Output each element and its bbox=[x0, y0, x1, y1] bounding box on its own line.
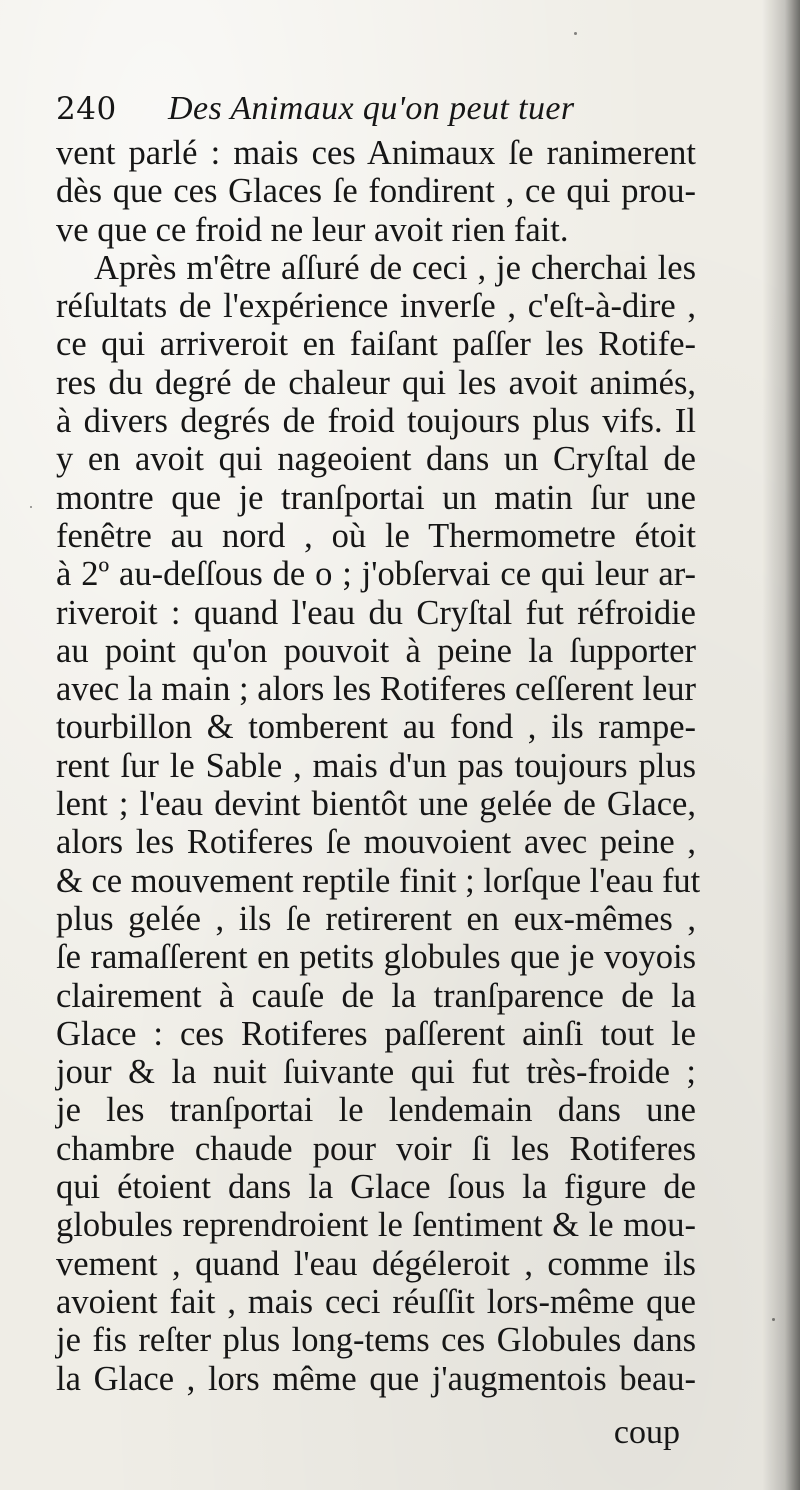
text-line: y en avoit qui nageoient dans un Cryſtal de bbox=[56, 440, 696, 479]
page-header bbox=[56, 90, 696, 132]
text-line: res du degré de chaleur qui les avoit animés, bbox=[56, 363, 696, 402]
body-text bbox=[56, 134, 701, 1398]
text-line: Après m'être aſſuré de ceci , je cherchai les bbox=[94, 248, 696, 287]
text-line: dès que ces Glaces ſe fondirent , ce qui prou- bbox=[56, 172, 696, 211]
text-line: plus gelée , ils ſe retirerent en eux-mêmes , bbox=[56, 899, 696, 938]
text-line: tourbillon & tomberent au fond , ils rampe- bbox=[56, 708, 696, 747]
text-line: la Glace , lors même que j'augmentois beau- bbox=[56, 1359, 696, 1398]
text-line: ſe ramaſſerent en petits globules que je voyois bbox=[56, 938, 696, 977]
ink-speck bbox=[772, 1318, 775, 1321]
text-line: réſultats de l'expérience inverſe , c'eſt-à-dire , bbox=[56, 287, 696, 326]
catchword: coup bbox=[613, 1414, 680, 1451]
text-line: Glace : ces Rotiferes paſſerent ainſi tout le bbox=[56, 1014, 696, 1053]
text-line: clairement à cauſe de la tranſparence de la bbox=[56, 976, 696, 1015]
text-line: ce qui arriveroit en faiſant paſſer les Rotife- bbox=[56, 325, 696, 364]
text-line: ve que ce froid ne leur avoit rien fait. bbox=[56, 210, 569, 249]
text-line: je fis reſter plus long-tems ces Globules dans bbox=[56, 1321, 696, 1360]
text-line: lent ; l'eau devint bientôt une gelée de Glace, bbox=[56, 785, 696, 824]
text-line: riveroit : quand l'eau du Cryſtal fut réfroidie bbox=[56, 593, 696, 632]
text-line: avec la main ; alors les Rotiferes ceſſerent leur bbox=[56, 670, 696, 709]
ink-speck bbox=[30, 506, 32, 508]
text-line: montre que je tranſportai un matin ſur une bbox=[56, 478, 696, 517]
text-line: & ce mouvement reptile finit ; lorſque l'eau fut bbox=[56, 861, 701, 900]
page-content bbox=[56, 90, 701, 1398]
text-line: à 2º au-deſſous de o ; j'obſervai ce qui leur ar- bbox=[56, 555, 696, 594]
text-line: je les tranſportai le lendemain dans une bbox=[56, 1091, 696, 1130]
text-line: globules reprendroient le ſentiment & le mou- bbox=[56, 1206, 696, 1245]
page-number: 240 bbox=[56, 91, 117, 127]
text-line: fenêtre au nord , où le Thermometre étoit bbox=[56, 516, 696, 555]
text-line: chambre chaude pour voir ſi les Rotiferes bbox=[56, 1129, 696, 1168]
text-line: qui étoient dans la Glace ſous la figure de bbox=[56, 1168, 696, 1207]
text-line: rent ſur le Sable , mais d'un pas toujours plus bbox=[56, 746, 696, 785]
text-line: alors les Rotiferes ſe mouvoient avec peine , bbox=[56, 823, 696, 862]
running-head: Des Animaux qu'on peut tuer bbox=[168, 90, 575, 127]
page-gutter-shadow bbox=[762, 0, 800, 1490]
ink-speck bbox=[574, 32, 577, 35]
text-line: jour & la nuit ſuivante qui fut très-froide ; bbox=[56, 1053, 696, 1092]
text-line: à divers degrés de froid toujours plus vifs. Il bbox=[56, 402, 696, 441]
text-line: vent parlé : mais ces Animaux ſe ranimerent bbox=[56, 134, 696, 172]
text-line: avoient fait , mais ceci réuſſit lors-même que bbox=[56, 1282, 696, 1321]
text-line: vement , quand l'eau dégéleroit , comme ils bbox=[56, 1244, 696, 1283]
text-line: au point qu'on pouvoit à peine la ſupporter bbox=[56, 631, 696, 670]
